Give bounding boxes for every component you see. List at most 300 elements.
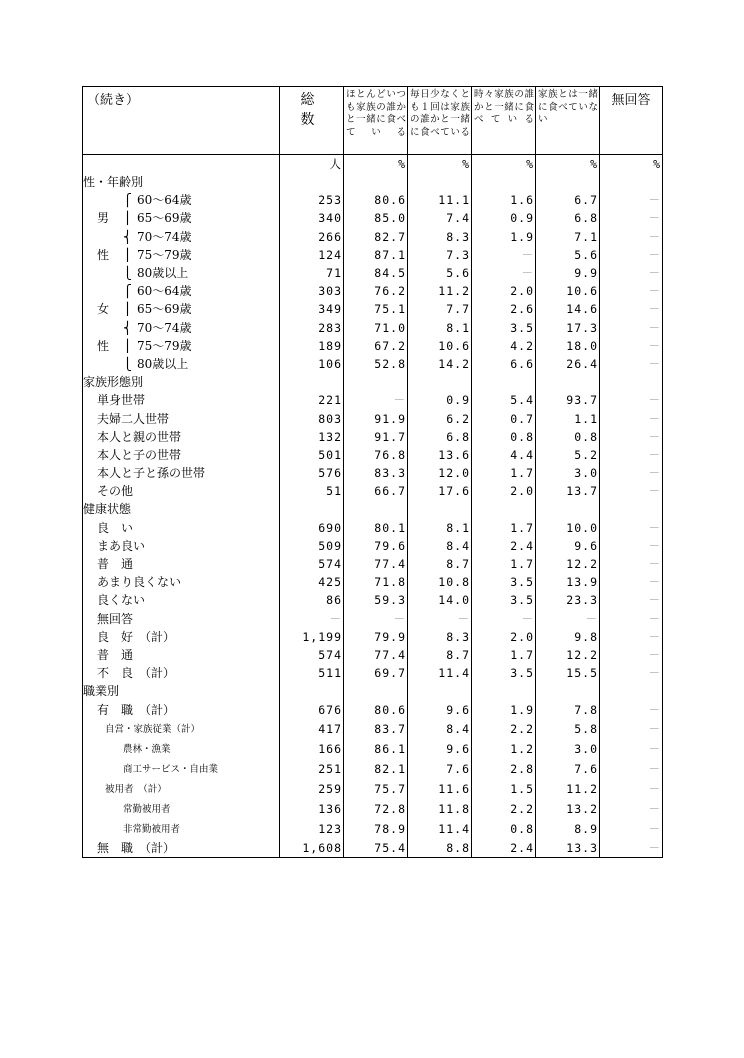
table-cell: － (600, 246, 663, 264)
row-label: 良 い (97, 520, 134, 535)
table-cell: 1.7 (472, 519, 536, 537)
row-label: 自営・家族従業（計） (105, 723, 201, 735)
table-cell: 690 (280, 519, 344, 537)
brace-icon: ⎨ (123, 229, 132, 244)
table-cell: 123 (280, 819, 344, 839)
table-row (83, 519, 663, 537)
table-cell: 12.0 (408, 464, 472, 482)
table-row (83, 664, 663, 682)
row-label: 良くない (97, 593, 146, 608)
table-cell: 2.4 (472, 537, 536, 555)
table-cell: 303 (280, 282, 344, 300)
table-row (83, 819, 663, 839)
table-cell: 18.0 (536, 337, 600, 355)
table-cell: 7.4 (408, 209, 472, 227)
table-cell: － (600, 391, 663, 409)
row-label: 本人と親の世帯 (97, 429, 182, 444)
table-cell: 124 (280, 246, 344, 264)
table-cell: 71.0 (344, 319, 408, 337)
table-cell: － (472, 610, 536, 628)
row-label: 単身世帯 (97, 393, 146, 408)
table-cell: 1.1 (536, 409, 600, 427)
table-cell: － (600, 228, 663, 246)
table-cell: 2.2 (472, 719, 536, 739)
row-label: 無 職 （計） (97, 840, 176, 855)
row-label: その他 (97, 484, 134, 499)
table-cell: 0.8 (472, 428, 536, 446)
table-cell: 3.5 (472, 573, 536, 591)
table-cell: 4.4 (472, 446, 536, 464)
brace-icon: ⎨ (123, 320, 132, 335)
table-cell: 283 (280, 319, 344, 337)
table-row (83, 428, 663, 446)
table-cell: 79.9 (344, 628, 408, 646)
table-cell: － (472, 246, 536, 264)
table-cell: 77.4 (344, 646, 408, 664)
table-cell: 2.0 (472, 628, 536, 646)
table-cell: 1,199 (280, 628, 344, 646)
table-cell: 86 (280, 591, 344, 609)
table-cell: 17.6 (408, 482, 472, 500)
table-cell: 166 (280, 739, 344, 759)
table-cell: 80.6 (344, 191, 408, 209)
row-label: 非常勤被用者 (123, 823, 181, 835)
section-heading: 性・年齢別 (83, 173, 280, 191)
table-cell: 75.1 (344, 300, 408, 318)
table-cell: 9.9 (536, 264, 600, 282)
table-cell: 10.6 (408, 337, 472, 355)
table-cell: － (600, 591, 663, 609)
table-cell: 11.1 (408, 191, 472, 209)
table-cell: － (600, 646, 663, 664)
table-cell: 6.8 (408, 428, 472, 446)
table-cell: 4.2 (472, 337, 536, 355)
table-cell: 13.3 (536, 839, 600, 858)
row-label: 65～69歳 (137, 211, 192, 226)
row-label: 75～79歳 (137, 338, 192, 353)
table-row (83, 719, 663, 739)
table-cell: － (600, 209, 663, 227)
table-cell: 1.7 (472, 646, 536, 664)
table-cell: 676 (280, 700, 344, 718)
table-row (83, 446, 663, 464)
table-cell: － (600, 282, 663, 300)
table-cell: 1.7 (472, 555, 536, 573)
table-cell: 11.4 (408, 819, 472, 839)
table-cell: 511 (280, 664, 344, 682)
row-label: 65～69歳 (137, 302, 192, 317)
header-col3: 時々家族の誰かと一緒に食べている (472, 87, 536, 155)
table-cell: 501 (280, 446, 344, 464)
table-cell: 2.0 (472, 482, 536, 500)
table-cell: 0.8 (536, 428, 600, 446)
table-cell: 5.8 (536, 719, 600, 739)
table-cell: 72.8 (344, 799, 408, 819)
row-label: 80歳以上 (137, 356, 189, 371)
table-cell: 253 (280, 191, 344, 209)
unit-label: 人 (280, 155, 344, 174)
table-cell: 9.6 (408, 700, 472, 718)
table-cell: 2.2 (472, 799, 536, 819)
table-cell: 8.9 (536, 819, 600, 839)
table-cell: 14.2 (408, 355, 472, 373)
table-cell: － (600, 264, 663, 282)
table-row (83, 779, 663, 799)
table-cell: － (280, 610, 344, 628)
table-cell: － (600, 191, 663, 209)
table-cell: 3.0 (536, 464, 600, 482)
table-cell: 75.7 (344, 779, 408, 799)
row-label: 普 通 (97, 647, 134, 662)
table-row (83, 700, 663, 718)
row-label: 有 職 （計） (97, 702, 176, 717)
row-label: 良 好 （計） (97, 629, 176, 644)
table-cell: 7.1 (536, 228, 600, 246)
unit-label: % (408, 155, 472, 174)
brace-icon: ⎪ (123, 338, 132, 353)
table-row (83, 264, 663, 282)
table-cell: 80.6 (344, 700, 408, 718)
table-cell: 7.6 (536, 759, 600, 779)
table-row (83, 759, 663, 779)
table-row (83, 228, 663, 246)
header-col4: 家族とは一緒に食べていない (536, 87, 600, 155)
table-cell: 1.9 (472, 228, 536, 246)
table-cell: － (600, 409, 663, 427)
table-cell: 17.3 (536, 319, 600, 337)
unit-label: % (472, 155, 536, 174)
table-row (83, 839, 663, 858)
table-cell: 8.1 (408, 519, 472, 537)
table-cell: － (536, 610, 600, 628)
table-cell: 509 (280, 537, 344, 555)
table-cell: 78.9 (344, 819, 408, 839)
table-cell: 417 (280, 719, 344, 739)
table-cell: 69.7 (344, 664, 408, 682)
table-cell: － (600, 555, 663, 573)
table-cell: 1.2 (472, 739, 536, 759)
section-row (83, 173, 663, 191)
table-cell: － (408, 610, 472, 628)
table-cell: 5.4 (472, 391, 536, 409)
table-cell: 10.0 (536, 519, 600, 537)
table-cell: 6.7 (536, 191, 600, 209)
unit-label: % (344, 155, 408, 174)
table-cell: 8.7 (408, 555, 472, 573)
table-cell: 23.3 (536, 591, 600, 609)
table-cell: 1.6 (472, 191, 536, 209)
table-row (83, 409, 663, 427)
table-cell: 8.4 (408, 719, 472, 739)
table-cell: 0.8 (472, 819, 536, 839)
section-heading: 家族形態別 (83, 373, 280, 391)
table-row (83, 591, 663, 609)
brace-icon: ⎩ (123, 356, 132, 371)
row-label: 農林・漁業 (123, 743, 171, 755)
table-cell: 10.6 (536, 282, 600, 300)
table-row (83, 209, 663, 227)
table-cell: － (600, 319, 663, 337)
table-cell: 251 (280, 759, 344, 779)
table-cell: － (600, 628, 663, 646)
brace-icon: ⎪ (123, 302, 132, 317)
table-cell: 7.7 (408, 300, 472, 318)
table-cell: 0.7 (472, 409, 536, 427)
table-row (83, 319, 663, 337)
table-cell: 10.8 (408, 573, 472, 591)
table-cell: 8.8 (408, 839, 472, 858)
unit-row (83, 155, 663, 174)
table-cell: 8.3 (408, 228, 472, 246)
table-cell: 3.5 (472, 591, 536, 609)
row-label: 常勤被用者 (123, 803, 171, 815)
table-cell: 9.6 (408, 739, 472, 759)
table-cell: 576 (280, 464, 344, 482)
table-cell: － (600, 355, 663, 373)
header-total: 総 数 (280, 87, 344, 155)
gender-label: 女 (96, 302, 109, 317)
table-row (83, 739, 663, 759)
table-cell: 132 (280, 428, 344, 446)
table-cell: 1.9 (472, 700, 536, 718)
table-cell: － (600, 819, 663, 839)
table-cell: 86.1 (344, 739, 408, 759)
row-label: あまり良くない (97, 575, 182, 590)
section-heading: 健康状態 (83, 500, 280, 518)
table-cell: 106 (280, 355, 344, 373)
gender-label: 男 (96, 211, 109, 226)
brace-icon: ⎧ (123, 193, 132, 208)
table-cell: － (344, 391, 408, 409)
table-cell: － (600, 519, 663, 537)
table-cell: 11.4 (408, 664, 472, 682)
table-cell: 349 (280, 300, 344, 318)
table-cell: － (600, 610, 663, 628)
table-cell: 87.1 (344, 246, 408, 264)
gender-label: 性 (96, 338, 109, 353)
table-cell: － (600, 779, 663, 799)
table-cell: 71 (280, 264, 344, 282)
table-cell: 12.2 (536, 555, 600, 573)
table-cell: 136 (280, 799, 344, 819)
table-cell: 0.9 (408, 391, 472, 409)
table-cell: 71.8 (344, 573, 408, 591)
table-cell: 8.7 (408, 646, 472, 664)
table-cell: － (600, 337, 663, 355)
table-cell: 13.6 (408, 446, 472, 464)
table-cell: － (600, 446, 663, 464)
table-cell: 3.5 (472, 664, 536, 682)
table-cell: 15.5 (536, 664, 600, 682)
table-cell: 340 (280, 209, 344, 227)
header-row (83, 87, 663, 155)
row-label: 70～74歳 (137, 320, 192, 335)
table-cell: － (600, 664, 663, 682)
row-label: 60～64歳 (137, 284, 192, 299)
table-cell: 189 (280, 337, 344, 355)
table-cell: 13.7 (536, 482, 600, 500)
table-cell: 11.6 (408, 779, 472, 799)
unit-label: % (600, 155, 663, 174)
table-row (83, 282, 663, 300)
table-cell: 52.8 (344, 355, 408, 373)
table-cell: － (600, 799, 663, 819)
table-cell: 1.5 (472, 779, 536, 799)
table-cell: 6.6 (472, 355, 536, 373)
table-row (83, 300, 663, 318)
table-cell: 3.5 (472, 319, 536, 337)
row-label: まあ良い (97, 538, 146, 553)
table-cell: － (600, 719, 663, 739)
table-cell: － (344, 610, 408, 628)
section-row (83, 500, 663, 518)
table-cell: － (600, 537, 663, 555)
table-cell: 8.3 (408, 628, 472, 646)
table-cell: 6.2 (408, 409, 472, 427)
table-cell: 80.1 (344, 519, 408, 537)
table-cell: 266 (280, 228, 344, 246)
table-cell: 11.2 (536, 779, 600, 799)
table-cell: 574 (280, 555, 344, 573)
table-row (83, 391, 663, 409)
unit-label: % (536, 155, 600, 174)
row-label: 被用者 （計） (105, 783, 167, 795)
header-label: （続き） (83, 87, 280, 155)
table-cell: 803 (280, 409, 344, 427)
table-cell: 9.8 (536, 628, 600, 646)
table-cell: 13.9 (536, 573, 600, 591)
row-label: 70～74歳 (137, 229, 192, 244)
header-col2: 毎日少なくとも１回は家族の誰かと一緒に食べている (408, 87, 472, 155)
table-row (83, 799, 663, 819)
table-cell: 14.0 (408, 591, 472, 609)
brace-icon: ⎧ (123, 284, 132, 299)
table-cell: 77.4 (344, 555, 408, 573)
table-cell: － (600, 482, 663, 500)
table-cell: 26.4 (536, 355, 600, 373)
table-row (83, 246, 663, 264)
table-row (83, 573, 663, 591)
row-label: 60～64歳 (137, 193, 192, 208)
table-row (83, 482, 663, 500)
table-cell: － (600, 700, 663, 718)
section-row (83, 373, 663, 391)
table-cell: － (600, 839, 663, 858)
header-col1: ほとんどいつも家族の誰かと一緒に食べている (344, 87, 408, 155)
table-cell: 84.5 (344, 264, 408, 282)
table-cell: 8.4 (408, 537, 472, 555)
table-row (83, 555, 663, 573)
table-cell: 3.0 (536, 739, 600, 759)
section-heading: 職業別 (83, 682, 280, 700)
table-cell: － (600, 300, 663, 318)
table-body (83, 155, 663, 858)
brace-icon: ⎩ (123, 266, 132, 281)
table-cell: 51 (280, 482, 344, 500)
table-cell: 76.2 (344, 282, 408, 300)
table-cell: 83.3 (344, 464, 408, 482)
row-label: 本人と子と孫の世帯 (97, 466, 206, 481)
table-cell: 82.7 (344, 228, 408, 246)
table-cell: － (600, 739, 663, 759)
table-cell: 6.8 (536, 209, 600, 227)
table-cell: 0.9 (472, 209, 536, 227)
table-cell: 2.6 (472, 300, 536, 318)
table-cell: 75.4 (344, 839, 408, 858)
table-row (83, 337, 663, 355)
table-row (83, 537, 663, 555)
gender-label: 性 (96, 247, 109, 262)
row-label: 80歳以上 (137, 266, 189, 281)
table-cell: 7.3 (408, 246, 472, 264)
table-cell: 13.2 (536, 799, 600, 819)
table-cell: 76.8 (344, 446, 408, 464)
table-cell: 83.7 (344, 719, 408, 739)
table-cell: 59.3 (344, 591, 408, 609)
table-cell: 66.7 (344, 482, 408, 500)
table-cell: 79.6 (344, 537, 408, 555)
table-cell: 67.2 (344, 337, 408, 355)
brace-icon: ⎪ (123, 211, 132, 226)
brace-icon: ⎪ (123, 247, 132, 262)
table-cell: 574 (280, 646, 344, 664)
table-cell: 221 (280, 391, 344, 409)
table-cell: 11.8 (408, 799, 472, 819)
table-cell: － (600, 428, 663, 446)
table-cell: 2.4 (472, 839, 536, 858)
table-cell: 7.8 (536, 700, 600, 718)
table-row (83, 464, 663, 482)
row-label: 普 通 (97, 557, 134, 572)
table-cell: 82.1 (344, 759, 408, 779)
section-row (83, 682, 663, 700)
table-cell: 91.9 (344, 409, 408, 427)
table-cell: － (600, 464, 663, 482)
table-cell: 7.6 (408, 759, 472, 779)
table-row (83, 646, 663, 664)
table-cell: 8.1 (408, 319, 472, 337)
table-cell: 93.7 (536, 391, 600, 409)
table-row (83, 628, 663, 646)
table-cell: 2.8 (472, 759, 536, 779)
table-cell: 5.2 (536, 446, 600, 464)
header-col5: 無回答 (600, 87, 663, 155)
table-cell: 5.6 (536, 246, 600, 264)
row-label: 本人と子の世帯 (97, 447, 182, 462)
row-label: 無回答 (97, 611, 134, 626)
table-row (83, 191, 663, 209)
table-cell: 5.6 (408, 264, 472, 282)
table-cell: 9.6 (536, 537, 600, 555)
row-label: 不 良 （計） (97, 666, 176, 681)
data-table (82, 86, 663, 858)
table-cell: 259 (280, 779, 344, 799)
table-cell: 11.2 (408, 282, 472, 300)
table-cell: － (472, 264, 536, 282)
table-cell: 14.6 (536, 300, 600, 318)
row-label: 75～79歳 (137, 247, 192, 262)
table-row (83, 355, 663, 373)
table-cell: － (600, 573, 663, 591)
table-cell: 85.0 (344, 209, 408, 227)
table-cell: 2.0 (472, 282, 536, 300)
table-row (83, 610, 663, 628)
table-cell: 1,608 (280, 839, 344, 858)
table-cell: 1.7 (472, 464, 536, 482)
table-cell: 425 (280, 573, 344, 591)
table-cell: 12.2 (536, 646, 600, 664)
row-label: 商工サービス・自由業 (123, 763, 219, 775)
